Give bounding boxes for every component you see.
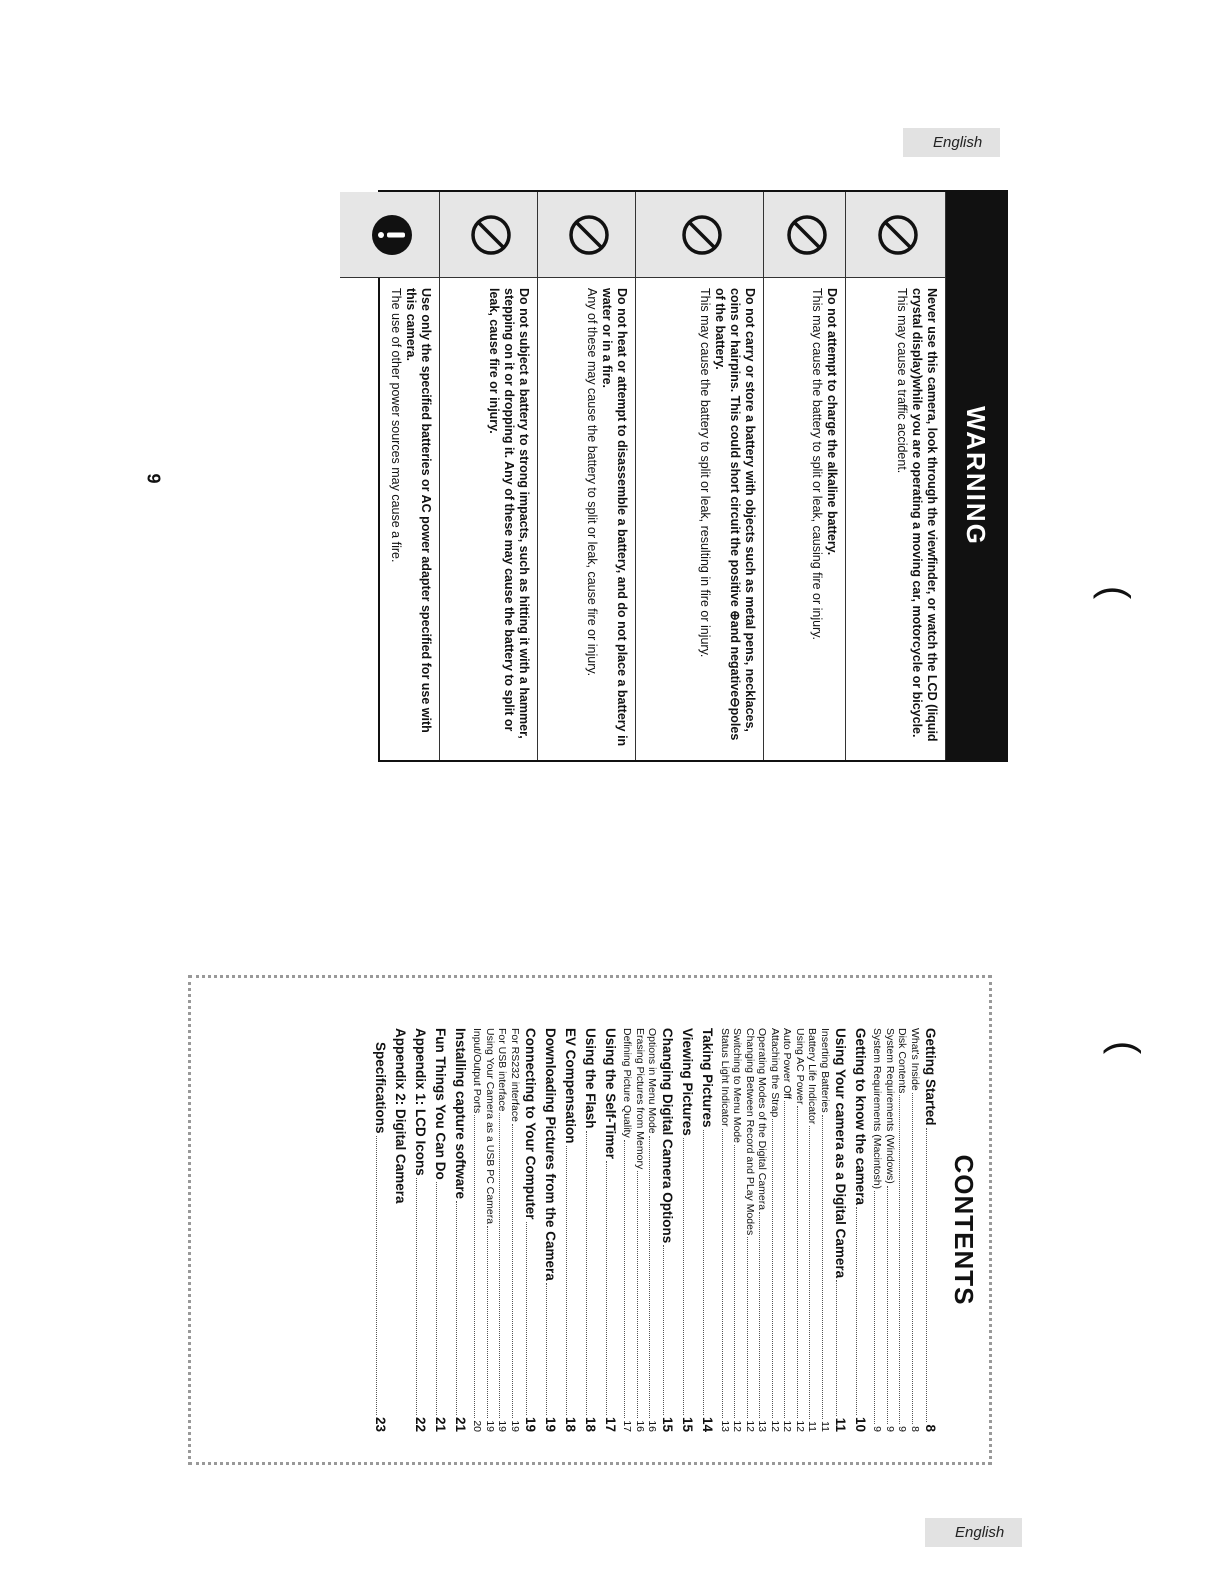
toc-label: Changing Digital Camera Options (660, 1028, 676, 1244)
toc-leader (684, 1138, 685, 1415)
toc-label: What's Inside (909, 1028, 921, 1091)
toc-label: Auto Power Off (781, 1028, 794, 1100)
toc-entry (634, 1028, 647, 1432)
toc-page-number: 19 (509, 1420, 521, 1432)
toc-leader (500, 1113, 501, 1418)
toc-entry (719, 1028, 732, 1432)
warning-section (378, 190, 1008, 762)
toc-label: Disk Contents (896, 1028, 909, 1094)
toc-label: Fun Things You Can Do (433, 1028, 448, 1180)
warning-text-bold: Use only the specified batteries or AC power adapter specified for use with this camera. (404, 288, 433, 733)
toc-leader (526, 1222, 527, 1415)
toc-entry (371, 1028, 390, 1432)
toc-leader (810, 1126, 811, 1419)
toc-leader (512, 1124, 513, 1418)
page-number: 9 (143, 473, 164, 484)
toc-label: Using the Flash (583, 1028, 598, 1129)
toc-entry (541, 1028, 560, 1432)
warning-item (340, 192, 440, 760)
toc-page-number: 8 (923, 1424, 938, 1432)
warning-box (378, 190, 1008, 762)
warning-item (764, 192, 846, 760)
toc-page-number: 15 (660, 1416, 676, 1432)
prohibited-icon (562, 213, 611, 257)
toc-page-number: 21 (433, 1416, 448, 1432)
toc-leader (822, 1115, 823, 1419)
language-label-top: English (903, 128, 1000, 157)
toc-entry (451, 1028, 470, 1432)
toc-entry (831, 1028, 850, 1432)
toc-label: Erasing Pictures from Memory (634, 1028, 646, 1170)
toc-entry (819, 1028, 832, 1432)
warning-icon-cell (636, 192, 763, 278)
warning-text-bold: Do not subject a battery to strong impacts, such as hitting it with a hammer, stepping on it or dropping it. Any of these may cause the battery to split or leak, cause fire or injury. (487, 288, 531, 739)
prohibited-icon (871, 213, 920, 257)
toc-entry (659, 1028, 678, 1432)
toc-page-number: 15 (680, 1416, 696, 1432)
toc-label: For RS232 interface (509, 1028, 521, 1122)
toc-leader (785, 1101, 786, 1418)
toc-label: Installing capture software (453, 1028, 468, 1200)
toc-label: Battery Life Indicator (806, 1028, 819, 1125)
toc-entry (561, 1028, 580, 1432)
toc-page-number: 12 (794, 1420, 806, 1432)
toc-leader (487, 1226, 488, 1418)
toc-leader (836, 1280, 837, 1416)
warning-text-normal: The use of other power sources may cause a fire. (389, 288, 403, 563)
toc-entry (909, 1028, 922, 1432)
prohibited-icon (780, 213, 829, 257)
warning-text-bold: Never use this camera, look through the viewfinder, or watch the LCD (liquid crystal display)while you are operating a moving car, motorcycle or bicycle. (910, 288, 939, 742)
toc-label: Using Your camera as a Digital Camera (833, 1028, 848, 1279)
toc-entry (806, 1028, 819, 1432)
toc-entry (601, 1028, 620, 1432)
toc-entry (471, 1028, 484, 1432)
toc-entry (699, 1028, 718, 1432)
warning-text (440, 278, 537, 760)
toc-label: Using AC Power (794, 1028, 806, 1105)
toc-label: Downloading Pictures from the Camera (543, 1028, 558, 1281)
toc-label: System Requirements (Macintosh) (871, 1028, 884, 1190)
toc-page-number: 12 (744, 1420, 756, 1432)
toc-leader (546, 1283, 547, 1415)
toc-page-number: 14 (700, 1416, 716, 1432)
toc-entry (884, 1028, 897, 1432)
contents-section (188, 975, 992, 1465)
toc-list (371, 1028, 940, 1432)
warning-text (846, 278, 945, 760)
warning-list (340, 192, 946, 760)
toc-leader (722, 1129, 723, 1419)
toc-page-number: 19 (496, 1420, 509, 1432)
toc-label: Appendix 2: Digital Camera (393, 1028, 408, 1204)
toc-page-number: 20 (471, 1420, 484, 1432)
toc-entry (391, 1028, 410, 1432)
toc-entry (744, 1028, 757, 1432)
warning-text-bold: Do not attempt to charge the alkaline battery. (825, 288, 839, 556)
toc-leader (376, 1136, 377, 1415)
toc-leader (772, 1119, 773, 1418)
warning-icon-cell (846, 192, 945, 278)
toc-leader (760, 1212, 761, 1418)
toc-entry (896, 1028, 909, 1432)
toc-label: Status Light Indicator (719, 1028, 731, 1127)
toc-leader (586, 1131, 587, 1415)
toc-page-number: 13 (719, 1420, 731, 1432)
toc-entry (871, 1028, 884, 1432)
language-label-bottom: English (925, 1518, 1022, 1547)
warning-item (538, 192, 636, 760)
toc-page-number: 12 (769, 1420, 781, 1432)
toc-label: Attaching the Strap (769, 1028, 781, 1118)
toc-entry (509, 1028, 522, 1432)
toc-entry (794, 1028, 807, 1432)
warning-icon-cell (764, 192, 845, 278)
toc-label: Changing Between Record and PLay Modes (744, 1028, 756, 1236)
toc-label: EV Compensation (563, 1028, 578, 1144)
toc-leader (926, 1128, 927, 1423)
toc-label: Getting to know the camera (853, 1028, 868, 1206)
toc-leader (797, 1106, 798, 1418)
toc-label: Connecting to Your Computer (523, 1028, 538, 1220)
toc-label: Getting Started (923, 1028, 938, 1126)
warning-text (340, 278, 439, 760)
toc-leader (887, 1186, 888, 1424)
toc-page-number: 13 (756, 1420, 769, 1432)
toc-page-number: 17 (621, 1420, 634, 1432)
toc-page-number: 11 (819, 1421, 831, 1432)
toc-page-number: 8 (909, 1426, 921, 1432)
toc-leader (625, 1140, 626, 1419)
toc-entry (621, 1028, 634, 1432)
toc-page-number: 12 (731, 1420, 744, 1432)
binding-mark-top: ( (1093, 585, 1138, 600)
toc-leader (875, 1191, 876, 1424)
toc-page-number: 23 (373, 1416, 388, 1432)
warning-text (636, 278, 763, 760)
toc-page-number: 19 (484, 1420, 496, 1432)
warning-text-normal: This may cause the battery to split or leak, resulting in fire or injury. (698, 288, 712, 658)
toc-label: Input/Output Ports (471, 1028, 484, 1114)
toc-leader (566, 1146, 567, 1415)
warning-item (846, 192, 946, 760)
toc-label: For USB interface (496, 1028, 509, 1112)
toc-page-number: 11 (833, 1417, 848, 1432)
toc-page-number: 17 (603, 1416, 618, 1432)
toc-leader (456, 1201, 457, 1415)
toc-entry (581, 1028, 600, 1432)
toc-entry (781, 1028, 794, 1432)
contents-title: CONTENTS (949, 1154, 979, 1306)
toc-entry (496, 1028, 509, 1432)
toc-leader (637, 1171, 638, 1418)
toc-label: Viewing Pictures (680, 1028, 696, 1136)
toc-leader (735, 1145, 736, 1418)
toc-leader (900, 1095, 901, 1424)
warning-icon-cell (340, 192, 439, 278)
toc-entry (679, 1028, 698, 1432)
toc-entry (769, 1028, 782, 1432)
toc-label: Inserting Batteries (819, 1028, 831, 1113)
warning-icon-cell (440, 192, 537, 278)
warning-icon-cell (538, 192, 635, 278)
toc-page-number: 16 (646, 1420, 659, 1432)
warning-item (440, 192, 538, 760)
binding-mark-bottom: ( (1103, 1040, 1148, 1055)
toc-page-number: 9 (896, 1426, 909, 1432)
toc-label: Specifications (373, 1042, 388, 1134)
prohibited-icon (675, 213, 724, 257)
toc-leader (747, 1237, 748, 1418)
warning-text-normal: This may cause the battery to split or leak, causing fire or injury. (810, 288, 824, 641)
toc-page-number: 9 (884, 1426, 896, 1432)
toc-entry (756, 1028, 769, 1432)
toc-entry (484, 1028, 497, 1432)
prohibited-icon (464, 213, 513, 257)
toc-leader (912, 1093, 913, 1424)
toc-entry (646, 1028, 659, 1432)
toc-leader (606, 1161, 607, 1415)
warning-text-normal: Any of these may cause the battery to split or leak, cause fire or injury. (585, 288, 599, 677)
toc-page-number: 19 (523, 1416, 538, 1432)
toc-label: Options in Menu Mode (646, 1028, 659, 1134)
warning-title: WARNING (946, 192, 1006, 760)
toc-leader (475, 1115, 476, 1418)
toc-label: Using Your Camera as a USB PC Camera (484, 1028, 496, 1225)
toc-label: Operating Modes of the Digital Camera (756, 1028, 769, 1211)
toc-leader (416, 1178, 417, 1415)
toc-page-number: 19 (543, 1416, 558, 1432)
toc-leader (436, 1182, 437, 1415)
toc-page-number: 12 (781, 1420, 794, 1432)
warning-text-bold: Do not heat or attempt to disassemble a battery, and do not place a battery in water or in a fire. (600, 288, 629, 747)
toc-label: Using the Self-Timer (603, 1028, 618, 1160)
toc-page-number: 16 (634, 1420, 646, 1432)
toc-leader (664, 1245, 665, 1415)
toc-page-number: 10 (853, 1416, 868, 1432)
warning-item (636, 192, 764, 760)
toc-leader (650, 1136, 651, 1419)
exclamation-icon (365, 213, 414, 257)
warning-text-bold: Do not carry or store a battery with objects such as metal pens, necklaces, coins or hairpins. This could short circuit the positive ⊕and negative⊖poles of the battery. (713, 288, 757, 741)
warning-text (538, 278, 635, 760)
toc-label: Appendix 1: LCD Icons (413, 1028, 428, 1176)
toc-entry (921, 1028, 940, 1432)
toc-label: Defining Picture Quality (621, 1028, 634, 1138)
toc-page-number: 9 (871, 1426, 884, 1432)
toc-page-number: 18 (563, 1416, 578, 1432)
toc-label: Switching to Menu Mode (731, 1028, 744, 1143)
toc-page-number: 18 (583, 1416, 598, 1432)
warning-text-normal: This may cause a traffic accident. (895, 288, 909, 474)
warning-text (764, 278, 845, 760)
toc-entry (431, 1028, 450, 1432)
toc-leader (856, 1207, 857, 1415)
toc-entry (731, 1028, 744, 1432)
toc-page-number: 21 (453, 1416, 468, 1432)
contents-box (188, 975, 992, 1465)
toc-entry (521, 1028, 540, 1432)
toc-page-number: 11 (806, 1421, 819, 1432)
toc-page-number: 22 (413, 1416, 428, 1432)
toc-leader (704, 1130, 705, 1415)
toc-label: Taking Pictures (700, 1028, 716, 1128)
toc-entry (411, 1028, 430, 1432)
toc-label: System Requirements (Windows) (884, 1028, 896, 1184)
toc-entry (851, 1028, 870, 1432)
